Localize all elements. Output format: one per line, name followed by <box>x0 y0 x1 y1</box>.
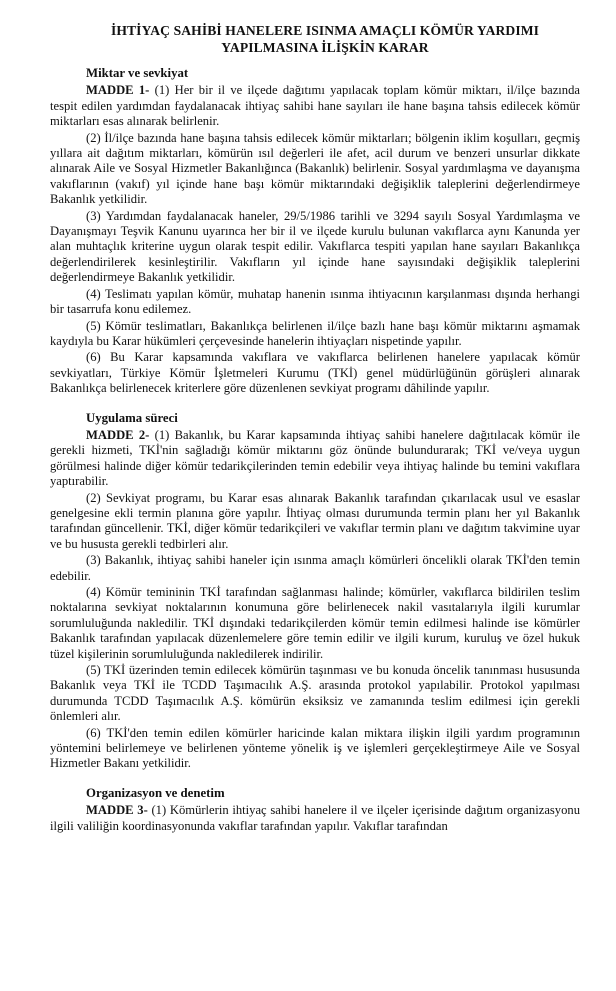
paragraph <box>50 428 580 490</box>
title-line-1: İHTİYAÇ SAHİBİ HANELERE ISINMA AMAÇLI KÖMÜR YARDIMI <box>110 23 540 38</box>
paragraph-text: (2) Sevkiyat programı, bu Karar esas alınarak Bakanlık tarafından çıkarılacak usul ve esaslar genelgesine ekli termin planına göre yapılır. İhtiyaç olması durumunda termin planı her yıl Bakanlık tarafından güncellenir. TKİ, diğer kömür tedarikçileri ve vakıflar termin planı ve dağıtım takvimine uyar ve bu hususta gerekli tedbirleri alır. <box>50 490 580 551</box>
section <box>50 411 580 772</box>
paragraph <box>50 131 580 208</box>
section-heading: Miktar ve sevkiyat <box>86 66 189 80</box>
paragraph <box>50 803 580 834</box>
paragraph-text: (6) Bu Karar kapsamında vakıflara ve vakıflarca belirlenen hanelere yapılacak kömür sevkiyatları, Türkiye Kömür İşletmeleri Kurumu (TKİ) genel müdürlüğünün görüşleri alınarak Bakanlıkça belirlenecek kriterlere göre düzenlenen sevkiyat programı dâhilinde yapılır. <box>50 350 580 396</box>
paragraph <box>50 319 580 350</box>
paragraph <box>50 209 580 286</box>
paragraph <box>50 726 580 772</box>
paragraph <box>50 287 580 318</box>
paragraph-text: (6) TKİ'den temin edilen kömürler haricinde kalan miktara ilişkin ilgili yardım programının yöntemini belirlemeye ve belirlenen yönteme yönelik iş ve işlemleri gerçekleştirmeye Aile ve Sosyal Hizmetler Bakanı yetkilidir. <box>50 725 580 771</box>
paragraph-text: (1) Bakanlık, bu Karar kapsamında ihtiyaç sahibi hanelere dağıtılacak kömür ile gerekli hizmeti, TKİ'nin sağladığı kömür miktarını göz önünde bulundurarak; TKİ ve/veya uygun görülmesi halinde diğer kömür tedarikçilerinden temin edebilir veya ihtiyaç halinde bu temini vakıflara yaptırabilir. <box>50 427 580 489</box>
paragraph <box>50 585 580 662</box>
document-body <box>50 66 580 834</box>
paragraph <box>50 553 580 584</box>
paragraph-text: (4) Teslimatı yapılan kömür, muhatap hanenin ısınma ihtiyacının karşılanması dışında herhangi bir tasarrufa konu edilemez. <box>50 286 580 317</box>
section-heading: Uygulama süreci <box>86 410 178 425</box>
article-label: MADDE 2- <box>86 427 150 442</box>
document-title <box>70 22 580 56</box>
section-heading: Organizasyon ve denetim <box>86 785 225 800</box>
article-label: MADDE 3- <box>86 803 148 818</box>
paragraph <box>50 350 580 396</box>
paragraph-text: (1) Her bir il ve ilçede dağıtımı yapılacak toplam kömür miktarı, il/ilçe bazında tespit edilen yardımdan faydalanacak ihtiyaç sahibi hane sayıları ile hane başına tahsis edilecek kömür miktarları esas alınarak belirlenir. <box>50 83 580 129</box>
paragraph <box>50 491 580 553</box>
paragraph-text: (5) Kömür teslimatları, Bakanlıkça belirlenen il/ilçe bazlı hane başı kömür miktarını aşmamak kaydıyla bu Karar hükümleri çerçevesinde hanelerin ihtiyaçları nispetinde yapılır. <box>50 318 580 348</box>
paragraph-text: (3) Yardımdan faydalanacak haneler, 29/5/1986 tarihli ve 3294 sayılı Sosyal Yardımlaşma ve Dayanışmayı Teşvik Kanunu uyarınca her bir il ve ilçede kurulu bulunan vakıflarca aynı Kanunda yer alan muhtaçlık kriterine uygun olarak tespit edilir. Vakıflarca tespiti yapılan hane sayıları Bakanlıkça değerlendirilerek kesinleştirilir. Vakıfların yıl içinde hane sayısındaki değişiklik taleplerini değerlendirmeye Bakanlık yetkilidir. <box>50 208 580 285</box>
article-label: MADDE 1- <box>86 83 150 98</box>
paragraph-text: (3) Bakanlık, ihtiyaç sahibi haneler için ısınma amaçlı kömürleri öncelikli olarak TKİ'den temin edebilir. <box>50 553 580 583</box>
title-line-2: YAPILMASINA İLİŞKİN KARAR <box>221 40 429 55</box>
section <box>50 786 580 834</box>
paragraph <box>50 663 580 725</box>
paragraph-text: (1) Kömürlerin ihtiyaç sahibi hanelere il ve ilçeler içerisinde dağıtım organizasyonu ilgili valiliğin koordinasyonunda vakıflar tarafından yapılır. Vakıflar tarafından <box>50 803 580 833</box>
paragraph-text: (4) Kömür temininin TKİ tarafından sağlanması halinde; kömürler, vakıflarca bildirilen teslim noktalarına sevkiyat noktalarının konumuna göre belirlenecek nakil vasıtalarıyla ilgili kurumlar sorumluluğunda nakledilir. TKİ dışındaki tedarikçilerden kömür temin edilmesi halinde ise kömürler Bakanlık tarafından yapılacak düzenlemelere göre temin edilir ve ilgili kurum, kuruluş ve özel hukuk tüzel kişilerinin sorumluluğunda nakledilerek indirilir. <box>50 585 580 661</box>
paragraph <box>50 83 580 129</box>
section <box>50 66 580 397</box>
paragraph-text: (2) İl/ilçe bazında hane başına tahsis edilecek kömür miktarları; bölgenin iklim koşulları, geçmiş yıllara ait dağıtım miktarları, kömürün ısıl değerleri ile afet, acil durum ve benzeri unsurlar dikkate alınarak Aile ve Sosyal Hizmetler Bakanlığınca (Bakanlık) belirlenir. Sosyal yardımlaşma ve dayanışma vakıflarının (vakıf) yıl içinde hane başı kömür miktarındaki değişiklik taleplerini değerlendirmeye Bakanlık yetkilidir. <box>50 130 580 207</box>
paragraph-text: (5) TKİ üzerinden temin edilecek kömürün taşınması ve bu konuda öncelik tanınması hususunda Bakanlık veya TKİ ile TCDD Taşımacılık A.Ş. arasında protokol yapılabilir. Protokol yapılması durumunda TCDD Taşımacılık A.Ş. kömürün eksiksiz ve zamanında teslim edilmesi için gerekli önlemleri alır. <box>50 663 580 724</box>
